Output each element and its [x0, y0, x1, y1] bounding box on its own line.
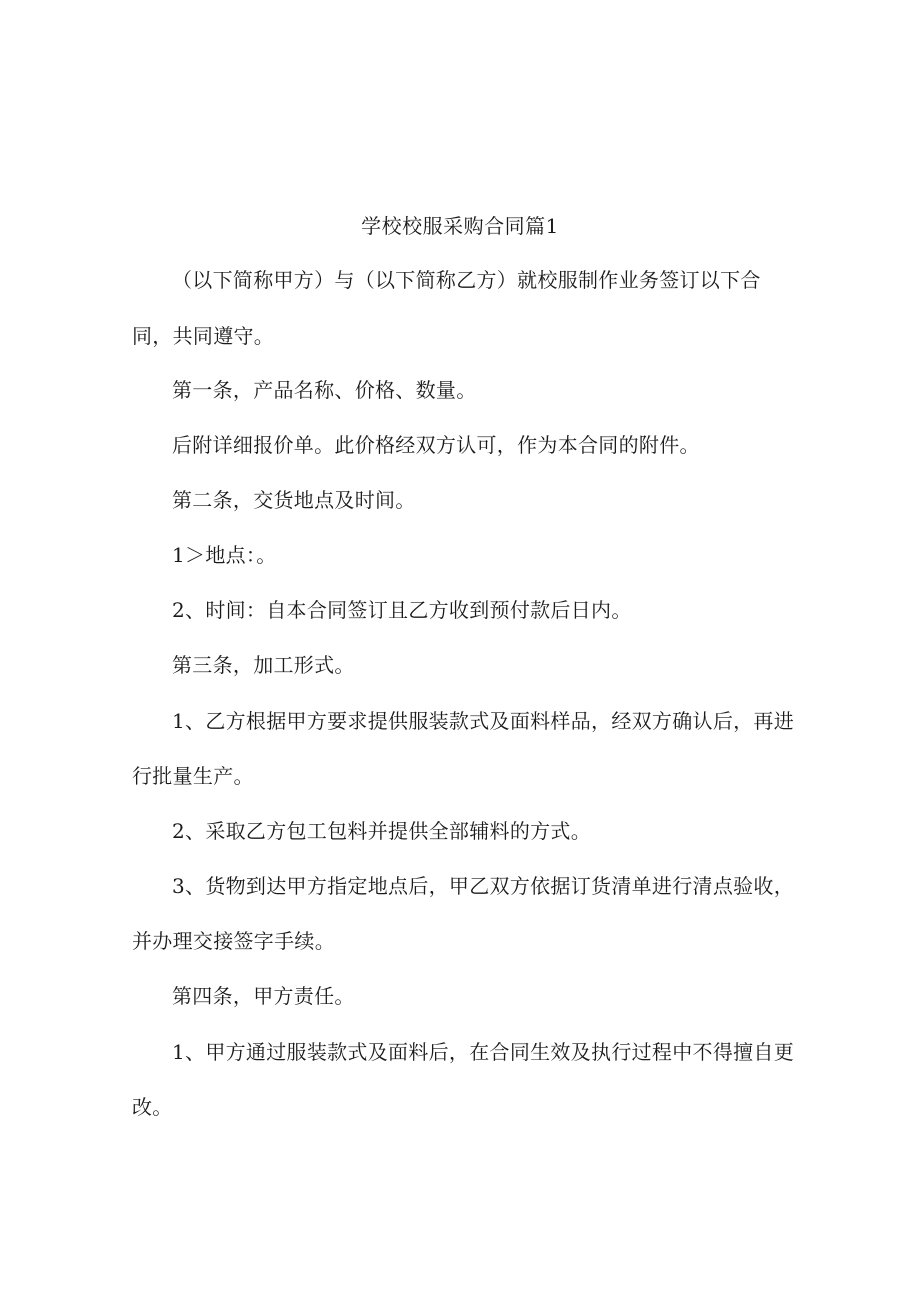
paragraph-line: 并办理交接签字手续。: [132, 929, 335, 953]
paragraph-line: 2、时间：自本合同签订且乙方收到预付款后日内。: [172, 598, 632, 622]
paragraph-line: 1＞地点：。: [172, 543, 277, 567]
section-heading: 第四条，甲方责任。: [172, 984, 355, 1008]
paragraph-line: 改。: [132, 1095, 173, 1119]
paragraph-line: 2、采取乙方包工包料并提供全部辅料的方式。: [172, 819, 592, 843]
paragraph-line: 行批量生产。: [132, 764, 254, 788]
section-heading: 第二条，交货地点及时间。: [172, 488, 416, 512]
paragraph-line: 同，共同遵守。: [132, 324, 275, 348]
paragraph-line: 1、甲方通过服装款式及面料后，在合同生效及执行过程中不得擅自更: [172, 1040, 795, 1064]
section-heading: 第一条，产品名称、价格、数量。: [172, 378, 477, 402]
paragraph-line: 后附详细报价单。此价格经双方认可，作为本合同的附件。: [172, 433, 700, 457]
paragraph-line: 1、乙方根据甲方要求提供服装款式及面料样品，经双方确认后，再进: [172, 709, 795, 733]
section-heading: 第三条，加工形式。: [172, 653, 355, 677]
paragraph-line: （以下简称甲方）与（以下简称乙方）就校服制作业务签订以下合: [172, 268, 761, 292]
document-title: 学校校服采购合同篇1: [361, 214, 559, 238]
paragraph-line: 3、货物到达甲方指定地点后，甲乙双方依据订货清单进行清点验收，: [172, 874, 795, 898]
